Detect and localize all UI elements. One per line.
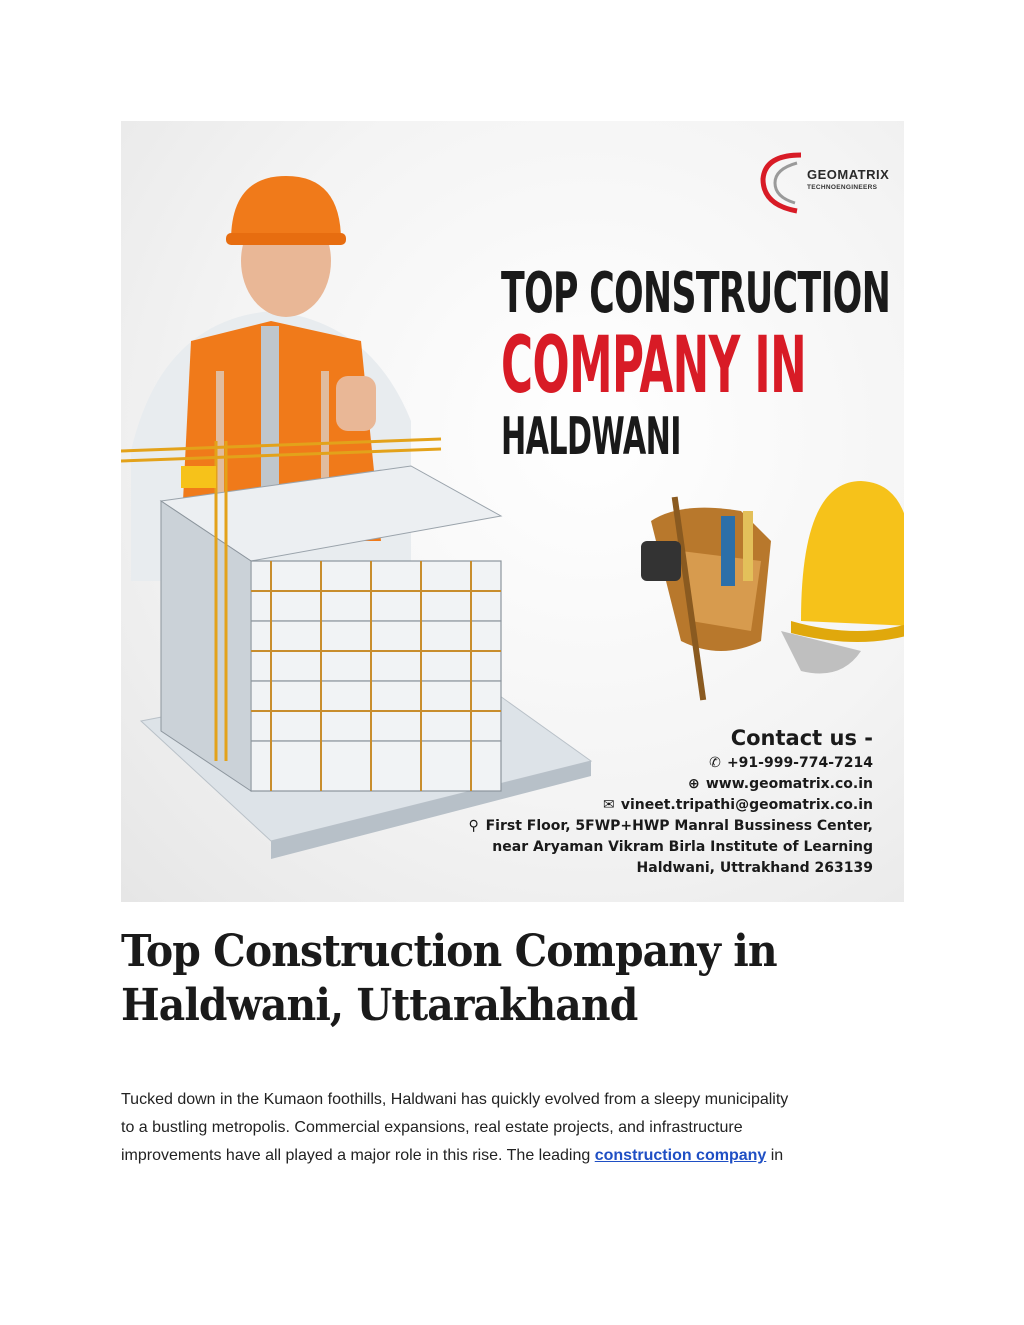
- para-line-1: Tucked down in the Kumaon foothills, Haldwani has quickly evolved from a sleepy municipality: [121, 1091, 789, 1108]
- address-line-3: Haldwani, Uttrakhand 263139: [636, 860, 873, 876]
- email-address: vineet.tripathi@geomatrix.co.in: [620, 797, 873, 813]
- contact-phone: [467, 753, 873, 774]
- logo-name: GEOMATRIX: [807, 167, 890, 182]
- contact-website: [467, 774, 873, 795]
- phone-icon: ✆: [709, 755, 721, 771]
- contact-address-1: [467, 816, 873, 837]
- headline-line-1: TOP CONSTRUCTION: [501, 261, 891, 326]
- para-line-3-start: improvements have all played a major role in this rise. The leading: [121, 1147, 595, 1164]
- headline-line-3: HALDWANI: [501, 407, 681, 467]
- construction-company-link[interactable]: construction company: [594, 1147, 767, 1164]
- contact-title: Contact us -: [730, 726, 873, 750]
- contact-block: [467, 726, 873, 879]
- company-logo: [757, 141, 890, 221]
- promo-banner: [121, 121, 904, 902]
- article-title-line-2: Haldwani, Uttarakhand: [121, 980, 638, 1031]
- location-pin-icon: ⚲: [468, 818, 479, 834]
- phone-number: +91-999-774-7214: [726, 755, 873, 771]
- website-url: www.geomatrix.co.in: [705, 776, 873, 792]
- para-line-2: to a bustling metropolis. Commercial expansions, real estate projects, and infrastructure: [121, 1119, 743, 1136]
- article-title: [121, 925, 904, 1033]
- address-line-1: First Floor, 5FWP+HWP Manral Bussiness Center,: [485, 818, 873, 834]
- contact-email: [467, 795, 873, 816]
- headline-line-2: COMPANY IN: [501, 321, 807, 411]
- hard-hat-illustration: [781, 481, 904, 674]
- address-line-2: near Aryaman Vikram Birla Institute of Learning: [492, 839, 873, 855]
- article-title-line-1: Top Construction Company in: [121, 926, 777, 977]
- para-line-3-end: in: [766, 1147, 784, 1164]
- tool-belt-illustration: [641, 497, 771, 701]
- article-paragraph: [121, 1086, 911, 1170]
- contact-address-3: [467, 858, 873, 879]
- mail-icon: ✉: [602, 797, 615, 813]
- logo-swoosh-icon: [757, 141, 807, 221]
- globe-icon: ⊕: [687, 776, 700, 792]
- contact-address-2: [467, 837, 873, 858]
- logo-tagline: TECHNOENGINEERS: [807, 184, 878, 191]
